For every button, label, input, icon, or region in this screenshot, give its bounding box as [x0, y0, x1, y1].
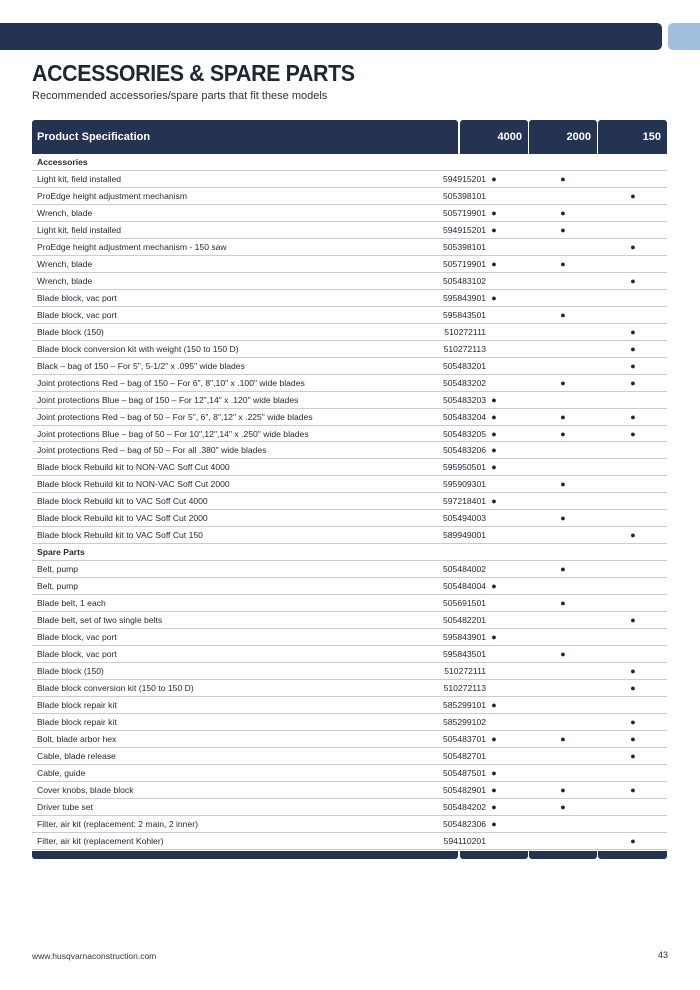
part-number: 505691501	[442, 598, 486, 609]
part-number: 505398101	[442, 190, 486, 201]
part-number: 589949001	[442, 530, 486, 541]
part-description: Filter, air kit (replacement Kohler)	[37, 835, 164, 846]
fit-marker-2000: ●	[560, 173, 566, 184]
fit-marker-4000: ●	[491, 801, 497, 812]
table-row	[32, 290, 667, 307]
part-description: Bolt, blade arbor hex	[37, 733, 117, 744]
table-row	[32, 459, 667, 476]
fit-marker-150: ●	[630, 360, 636, 371]
table-row	[32, 341, 667, 358]
fit-marker-150: ●	[630, 750, 636, 761]
footer-bar-4000	[460, 851, 528, 859]
footer-website[interactable]: www.husqvarnaconstruction.com	[32, 951, 157, 961]
fit-marker-2000: ●	[560, 649, 566, 660]
header-product-specification: Product Specification	[32, 120, 458, 154]
part-number: 505483202	[442, 377, 486, 388]
section-row	[32, 544, 667, 561]
part-description: Joint protections Blue – bag of 50 – For 10",12",14" x .250" wide blades	[37, 428, 309, 439]
fit-marker-2000: ●	[560, 258, 566, 269]
fit-marker-4000: ●	[491, 496, 497, 507]
fit-marker-150: ●	[630, 530, 636, 541]
fit-marker-150: ●	[630, 241, 636, 252]
part-description: Wrench, blade	[37, 275, 93, 286]
part-description: ProEdge height adjustment mechanism	[37, 190, 187, 201]
part-number: 595843501	[442, 649, 486, 660]
table-row	[32, 782, 667, 799]
footer-bar-spec	[32, 851, 458, 859]
table-row	[32, 510, 667, 527]
table-row	[32, 697, 667, 714]
fit-marker-2000: ●	[560, 564, 566, 575]
part-description: ProEdge height adjustment mechanism - 150 saw	[37, 241, 227, 252]
fit-marker-4000: ●	[491, 818, 497, 829]
fit-marker-4000: ●	[491, 700, 497, 710]
fit-marker-150: ●	[630, 784, 636, 795]
part-description: Blade block conversion kit with weight (150 to 150 D)	[37, 343, 239, 354]
part-description: Blade block (150)	[37, 326, 104, 337]
fit-marker-150: ●	[630, 377, 636, 388]
table-row	[32, 731, 667, 748]
fit-marker-2000: ●	[560, 411, 566, 422]
part-description: Blade block Rebuild kit to NON-VAC Soff Cut 2000	[37, 479, 230, 490]
part-description: Blade block (150)	[37, 666, 104, 677]
part-number: 505482701	[442, 750, 486, 761]
part-description: Blade block Rebuild kit to VAC Soff Cut 150	[37, 530, 203, 541]
part-number: 510272111	[444, 326, 486, 337]
table-row	[32, 714, 667, 731]
part-description: Belt, pump	[37, 581, 79, 592]
part-number: 510272113	[443, 683, 486, 694]
fit-marker-2000: ●	[560, 428, 566, 439]
part-description: Black – bag of 150 – For 5", 5-1/2" x .095" wide blades	[37, 360, 245, 371]
part-number: 510272113	[443, 343, 486, 354]
part-description: Joint protections Blue – bag of 150 – For 12",14" x .120" wide blades	[37, 394, 299, 405]
fit-marker-4000: ●	[491, 207, 497, 218]
part-number: 505483203	[442, 394, 486, 405]
part-description: Light kit, field installed	[37, 224, 122, 235]
fit-marker-2000: ●	[560, 309, 566, 320]
page-title: ACCESSORIES & SPARE PARTS	[32, 60, 355, 86]
fit-marker-150: ●	[630, 835, 636, 846]
fit-marker-150: ●	[630, 716, 636, 727]
part-number: 505483205	[442, 428, 486, 439]
part-number: 594110201	[443, 835, 486, 846]
part-number: 505719901	[442, 207, 486, 218]
table-row	[32, 426, 667, 443]
table-row	[32, 239, 667, 256]
fit-marker-4000: ●	[491, 292, 497, 303]
part-number: 505484002	[442, 564, 486, 575]
fit-marker-2000: ●	[560, 784, 566, 795]
part-number: 505483201	[442, 360, 486, 371]
table-footer-bar	[32, 851, 667, 859]
table-row	[32, 171, 667, 188]
table-row	[32, 799, 667, 816]
part-number: 505482201	[442, 615, 486, 626]
fit-marker-150: ●	[630, 190, 636, 201]
fit-marker-4000: ●	[491, 411, 497, 422]
table-row	[32, 527, 667, 544]
part-number: 505483701	[442, 733, 486, 744]
fit-marker-150: ●	[630, 615, 636, 626]
part-number: 505483204	[442, 411, 486, 422]
footer-bar-2000	[529, 851, 597, 859]
fit-marker-2000: ●	[560, 733, 566, 744]
part-description: Blade block Rebuild kit to VAC Soff Cut 4000	[37, 496, 208, 507]
part-description: Blade block, vac port	[37, 292, 117, 303]
part-description: Joint protections Red – bag of 50 – For 5", 6", 8",12" x .225" wide blades	[37, 411, 313, 422]
table-row	[32, 442, 667, 459]
table-row	[32, 748, 667, 765]
part-description: Blade belt, set of two single belts	[37, 615, 163, 626]
table-header	[32, 120, 667, 154]
fit-marker-4000: ●	[491, 632, 497, 643]
part-description: Cable, guide	[37, 767, 86, 778]
table-row	[32, 816, 667, 833]
part-number: 595909301	[442, 479, 486, 490]
fit-marker-2000: ●	[560, 224, 566, 235]
part-number: 594915201	[442, 224, 486, 235]
table-row	[32, 765, 667, 782]
part-number: 510272111	[444, 666, 486, 677]
table-row	[32, 833, 667, 850]
header-bar	[0, 23, 662, 50]
fit-marker-2000: ●	[560, 479, 566, 490]
part-description: Light kit, field installed	[37, 173, 122, 184]
section-label: Spare Parts	[37, 547, 85, 558]
part-number: 505719901	[442, 258, 486, 269]
part-description: Blade block Rebuild kit to VAC Soff Cut 2000	[37, 513, 208, 524]
table-row	[32, 629, 667, 646]
section-label: Accessories	[37, 157, 88, 167]
part-description: Driver tube set	[37, 801, 93, 812]
parts-table	[32, 120, 667, 859]
table-row	[32, 646, 667, 663]
fit-marker-150: ●	[630, 666, 636, 677]
table-row	[32, 358, 667, 375]
part-description: Joint protections Red – bag of 150 – For 6", 8",10" x .100" wide blades	[37, 377, 305, 388]
header-model-150: 150	[598, 120, 667, 154]
fit-marker-150: ●	[630, 326, 636, 337]
fit-marker-4000: ●	[491, 224, 497, 235]
fit-marker-4000: ●	[491, 445, 497, 456]
part-description: Blade belt, 1 each	[37, 598, 106, 609]
part-number: 505482306	[442, 818, 486, 829]
fit-marker-2000: ●	[560, 207, 566, 218]
part-description: Wrench, blade	[37, 258, 93, 269]
part-number: 595950501	[442, 462, 486, 473]
table-row	[32, 561, 667, 578]
table-row	[32, 188, 667, 205]
page-number: 43	[657, 950, 668, 960]
table-row	[32, 324, 667, 341]
part-description: Blade block, vac port	[37, 649, 117, 660]
part-description: Blade block repair kit	[37, 716, 117, 727]
part-number: 585299102	[442, 716, 486, 727]
part-number: 505487501	[442, 767, 486, 778]
part-description: Filter, air kit (replacement: 2 main, 2 inner)	[37, 818, 198, 829]
table-row	[32, 205, 667, 222]
table-row	[32, 476, 667, 493]
fit-marker-4000: ●	[491, 784, 497, 795]
part-number: 595843501	[442, 309, 486, 320]
part-number: 597218401	[442, 496, 486, 507]
fit-marker-150: ●	[630, 411, 636, 422]
table-row	[32, 409, 667, 426]
table-row	[32, 612, 667, 629]
fit-marker-150: ●	[630, 343, 636, 354]
fit-marker-4000: ●	[491, 258, 497, 269]
fit-marker-4000: ●	[491, 462, 497, 473]
part-number: 595843901	[442, 292, 486, 303]
part-description: Belt, pump	[37, 564, 79, 575]
fit-marker-4000: ●	[491, 733, 497, 744]
part-description: Blade block, vac port	[37, 632, 117, 643]
table-row	[32, 375, 667, 392]
part-number: 505484202	[442, 801, 486, 812]
part-description: Blade block, vac port	[37, 309, 117, 320]
part-number: 505494003	[442, 513, 486, 524]
header-model-4000: 4000	[460, 120, 528, 154]
fit-marker-150: ●	[630, 733, 636, 744]
header-model-2000: 2000	[529, 120, 597, 154]
table-row	[32, 256, 667, 273]
part-number: 505398101	[442, 241, 486, 252]
table-row	[32, 493, 667, 510]
part-number: 594915201	[442, 173, 486, 184]
table-row	[32, 273, 667, 290]
part-number: 505483206	[442, 445, 486, 456]
fit-marker-4000: ●	[491, 428, 497, 439]
section-row	[32, 154, 667, 171]
part-description: Blade block conversion kit (150 to 150 D)	[37, 683, 194, 694]
fit-marker-150: ●	[630, 683, 636, 694]
part-number: 505482901	[442, 784, 486, 795]
table-row	[32, 578, 667, 595]
fit-marker-2000: ●	[560, 801, 566, 812]
part-description: Joint protections Red – bag of 50 – For all .380" wide blades	[37, 445, 267, 456]
fit-marker-4000: ●	[491, 394, 497, 405]
fit-marker-4000: ●	[491, 581, 497, 592]
part-description: Wrench, blade	[37, 207, 93, 218]
part-description: Blade block Rebuild kit to NON-VAC Soff Cut 4000	[37, 462, 230, 473]
footer-bar-150	[598, 851, 667, 859]
part-description: Blade block repair kit	[37, 700, 117, 710]
table-body	[32, 154, 667, 850]
table-row	[32, 392, 667, 409]
part-number: 585299101	[442, 700, 486, 710]
table-row	[32, 595, 667, 612]
fit-marker-4000: ●	[491, 173, 497, 184]
fit-marker-2000: ●	[560, 377, 566, 388]
fit-marker-2000: ●	[560, 598, 566, 609]
table-row	[32, 222, 667, 239]
table-row	[32, 680, 667, 697]
table-row	[32, 307, 667, 324]
fit-marker-4000: ●	[491, 767, 497, 778]
header-tab	[668, 23, 700, 50]
part-description: Cable, blade release	[37, 750, 116, 761]
part-number: 505483102	[442, 275, 486, 286]
table-row	[32, 663, 667, 680]
part-description: Cover knobs, blade block	[37, 784, 134, 795]
fit-marker-150: ●	[630, 275, 636, 286]
part-number: 595843901	[442, 632, 486, 643]
page-subtitle: Recommended accessories/spare parts that fit these models	[32, 90, 328, 102]
part-number: 505484004	[442, 581, 486, 592]
fit-marker-150: ●	[630, 428, 636, 439]
fit-marker-2000: ●	[560, 513, 566, 524]
